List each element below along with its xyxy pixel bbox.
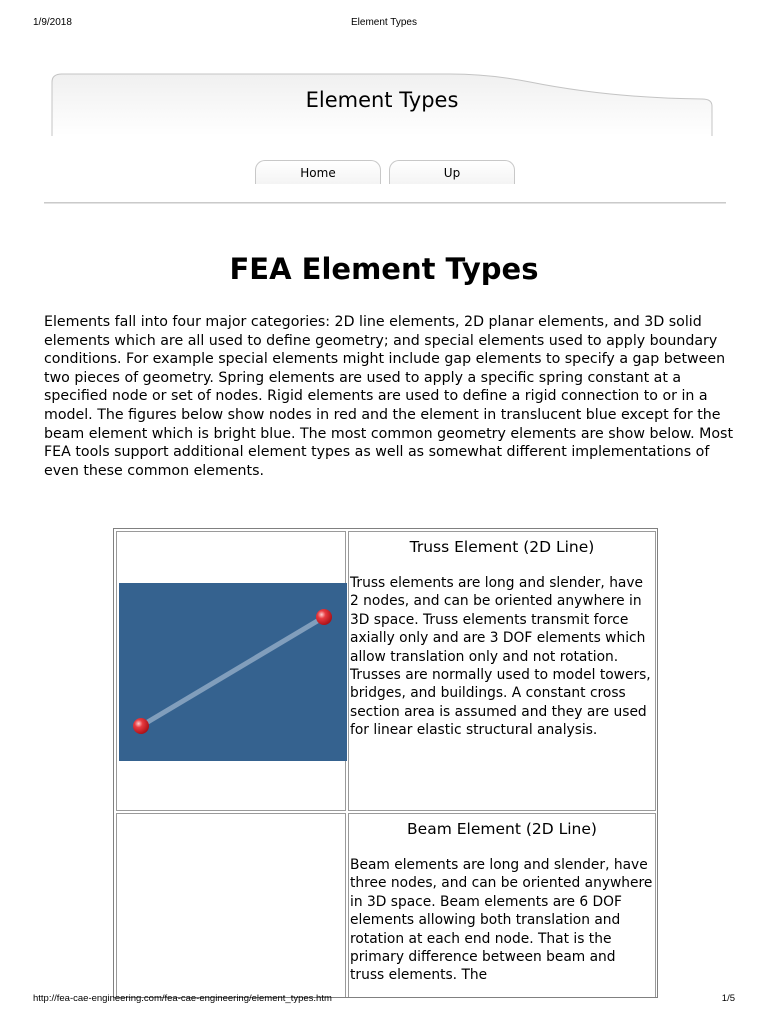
- print-date: 1/9/2018: [33, 17, 72, 28]
- print-header: [0, 17, 768, 31]
- beam-description: Beam elements are long and slender, have three nodes, and can be oriented anywhere in 3D space. Beam elements are 6 DOF elements allowing both translation and rotation at each end node. That is the primary difference between beam and truss elements. The: [350, 857, 653, 984]
- print-footer: [0, 993, 768, 1007]
- truss-node-2: [316, 609, 332, 625]
- page-banner: [50, 72, 714, 136]
- page-number: 1/5: [721, 993, 735, 1004]
- banner-title: Element Types: [305, 88, 459, 112]
- truss-text-cell: [348, 531, 656, 811]
- intro-paragraph: Elements fall into four major categories: 2D line elements, 2D planar elements, and 3D solid elements which are all used to define geometry; and special elements used to apply boundary conditions. For example special elements might include gap elements to specify a gap between two pieces of geometry. Spring elements are used to apply a specific spring constant at a specified node or set of nodes. Rigid elements are used to define a rigid connection to or in a model. The figures below show nodes in red and the element in translucent blue except for the beam element which is bright blue. The most common geometry elements are show below. Most FEA tools support additional element types as well as somewhat different implementations of even these common elements.: [44, 314, 734, 479]
- page-heading: FEA Element Types: [229, 252, 539, 286]
- beam-text-cell: [348, 813, 656, 998]
- truss-node-1: [133, 718, 149, 734]
- beam-title: Beam Element (2D Line): [407, 820, 597, 838]
- page-url: http://fea-cae-engineering.com/fea-cae-engineering/element_types.htm: [33, 993, 332, 1004]
- truss-description: Truss elements are long and slender, have 2 nodes, and can be oriented anywhere in 3D space. Truss elements transmit force axially only and are 3 DOF elements which allow translation only and not rotation. Trusses are normally used to model towers, bridges, and buildings. A constant cross section area is assumed and they are used for linear elastic structural analysis.: [350, 575, 651, 739]
- print-title: Element Types: [351, 17, 417, 28]
- beam-image-cell: [116, 813, 346, 998]
- truss-title: Truss Element (2D Line): [409, 538, 595, 556]
- nav-up-button[interactable]: Up: [389, 160, 515, 184]
- truss-image-cell: [116, 531, 346, 811]
- element-table: [113, 528, 658, 998]
- nav-divider: [44, 202, 726, 204]
- truss-element-figure: [119, 583, 347, 761]
- nav-home-button[interactable]: Home: [255, 160, 381, 184]
